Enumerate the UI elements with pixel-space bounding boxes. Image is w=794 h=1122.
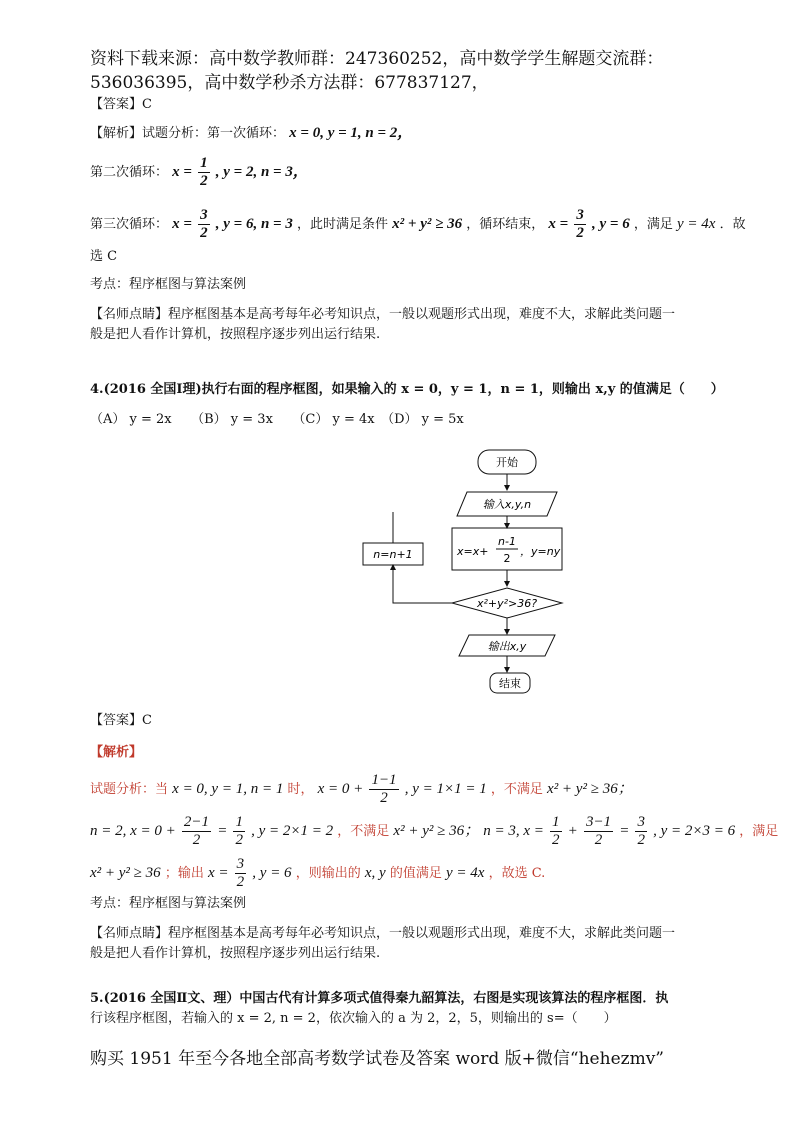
sol-math: x² + y² ≥ 36； (393, 823, 480, 839)
frac-den: 2 (576, 225, 584, 241)
frac-den: 2 (380, 790, 388, 806)
frac-den: 2 (637, 832, 645, 848)
sol-math: y = 4x (445, 865, 485, 881)
q3-loop3-cond-text: ，此时满足条件 (297, 217, 389, 232)
frac-den: 2 (594, 832, 603, 848)
q5-line-1: 5.(2016 全国Ⅱ文、理）中国古代有计算多项式值得秦九韶算法，右图是实现该算法的程序框图．执 (90, 991, 669, 1006)
q3-answer: 【答案】C (90, 97, 152, 112)
flow-increment-label: n=n+1 (373, 548, 413, 561)
q3-tip-line-1: 【名师点睛】程序框图基本是高考每年必考知识点，一般以观题形式出现，难度不大，求解此类问题一 (90, 307, 676, 322)
fraction-1-2 (198, 155, 210, 190)
q3-loop3-line (90, 207, 746, 242)
header-line-1: 资料下载来源：高中数学教师群：247360252，高中数学学生解题交流群： (90, 49, 664, 69)
sol-math: x = 0 + (317, 781, 364, 797)
q3-loop2-line (90, 155, 308, 190)
flow-output-label: 输出x,y (487, 640, 527, 653)
q3-loop3-tail: ．故 (719, 217, 746, 232)
q4-solution-line-2 (90, 814, 778, 849)
frac-den: 2 (235, 832, 243, 848)
sol-math: x, y (364, 865, 386, 881)
frac-den: 2 (236, 874, 245, 890)
sol-math: , y = 2×3 = 6 (653, 823, 736, 839)
flow-end-label: 结束 (499, 677, 521, 690)
q3-kaodian: 考点：程序框图与算法案例 (90, 277, 247, 292)
q3-loop3-rel: y = 4x (677, 216, 716, 232)
sol-text: ，则输出的 (295, 866, 361, 881)
q3-loop3-y6: , y = 6 (591, 216, 630, 232)
fraction-1m1-2 (369, 772, 398, 807)
frac-den: 2 (192, 832, 201, 848)
frac-num: 3−1 (585, 814, 612, 830)
q3-loop3-mid: , y = 6, n = 3 (215, 216, 293, 232)
frac-num: 1−1 (371, 772, 397, 788)
q3-tip-line-2: 般是把人看作计算机，按照程序逐步列出运行结果. (90, 327, 381, 342)
sol-text: ，满足 (739, 824, 779, 839)
q3-loop3-satisfy: ，满足 (633, 217, 673, 232)
q3-loop2-rest: , y = 2, n = 3， (215, 164, 308, 180)
sol-math: + (567, 823, 578, 839)
fraction-3-2-c (635, 814, 647, 849)
sol-math: x² + y² ≥ 36 (90, 865, 161, 881)
sol-math: = (217, 823, 228, 839)
sol-math: , y = 1×1 = 1 (404, 781, 487, 797)
q4-analysis-label: 【解析】 (90, 745, 143, 760)
q5-line-2: 行该程序框图，若输入的 x = 2, n = 2，依次输入的 a 为 2，2，5，则输出的 s=（ ） (90, 1011, 617, 1026)
q3-loop3-cond: x² + y² ≥ 36 (392, 216, 463, 232)
frac-num: 3 (200, 207, 208, 223)
fraction-half-b (550, 814, 562, 849)
flow-input-label: 输入x,y,n (482, 498, 532, 511)
q4-solution-line-3 (90, 856, 545, 891)
flow-assign-x: x=x+ (457, 545, 489, 558)
flow-loop-no-arrow (393, 565, 452, 603)
frac-num: 1 (200, 155, 208, 171)
q3-loop2-x: x = (172, 164, 192, 180)
fraction-3-2 (198, 207, 210, 242)
frac-num: 3 (236, 856, 245, 872)
frac-num: 3 (637, 814, 645, 830)
q4-kaodian: 考点：程序框图与算法案例 (90, 896, 247, 911)
q3-choose: 选 C (90, 249, 118, 264)
frac-den: 2 (552, 832, 560, 848)
q3-loop3-label: 第三次循环： (90, 217, 169, 232)
q4-stem: 4.(2016 全国Ⅰ理)执行右面的程序框图，如果输入的 x = 0，y = 1，n = 1，则输出 x,y 的值满足（ ） (90, 382, 724, 397)
flow-start-label: 开始 (496, 456, 518, 469)
sol-text: ，不满足 (490, 782, 543, 797)
frac-num: 1 (552, 814, 560, 830)
program-flowchart (355, 440, 585, 700)
fraction-2m1-2 (182, 814, 211, 849)
sol-text: ；输出 (164, 866, 204, 881)
sol-math: , y = 2×1 = 2 (251, 823, 334, 839)
sol-math: x = 0, y = 1, n = 1 (172, 781, 284, 797)
q3-loop3-x2: x = (548, 216, 569, 232)
sol-math: x = (207, 865, 229, 881)
flow-assign-den: 2 (503, 552, 511, 565)
header-line-2: 536036395，高中数学秒杀方法群：677837127， (90, 73, 489, 93)
fraction-3-2-b (574, 207, 586, 242)
sol-math: x² + y² ≥ 36； (547, 781, 633, 797)
sol-text: ，不满足 (337, 824, 390, 839)
flow-assign-y: ，y=ny (520, 545, 561, 558)
sol-text: 试题分析：当 (90, 782, 169, 797)
frac-den: 2 (200, 173, 208, 189)
q3-loop2-label: 第二次循环： (90, 165, 169, 180)
sol-math: n = 3, x = (483, 823, 544, 839)
q4-tip-line-1: 【名师点睛】程序框图基本是高考每年必考知识点，一般以观题形式出现，难度不大，求解此类问题一 (90, 926, 676, 941)
fraction-3m1-2 (584, 814, 613, 849)
fraction-3-2-d (235, 856, 247, 891)
flow-condition-label: x²+y²>36? (476, 597, 538, 610)
sol-text: 的值满足 (389, 866, 442, 881)
q4-answer: 【答案】C (90, 713, 152, 728)
sol-math: , y = 6 (252, 865, 292, 881)
fraction-half (233, 814, 245, 849)
q3-analysis-label: 【解析】试题分析：第一次循环： (90, 126, 286, 141)
sol-text: 时， (287, 782, 314, 797)
q3-loop3-x: x = (172, 216, 192, 232)
q4-solution-line-1 (90, 772, 633, 807)
frac-num: 2−1 (183, 814, 210, 830)
flow-assign-num: n-1 (498, 535, 516, 548)
sol-math: = (619, 823, 630, 839)
frac-num: 3 (576, 207, 584, 223)
sol-text: ，故选 C. (488, 866, 546, 881)
q4-options: （A） y = 2x （B） y = 3x （C） y = 4x （D） y = 5x (90, 412, 464, 427)
footer-ad: 购买 1951 年至今各地全部高考数学试卷及答案 word 版+微信“hehezmv” (90, 1049, 664, 1069)
q3-loop1-line (90, 124, 412, 143)
q3-loop1: x = 0, y = 1, n = 2， (289, 125, 413, 141)
sol-math: n = 2, x = 0 + (90, 823, 176, 839)
frac-num: 1 (235, 814, 243, 830)
frac-den: 2 (200, 225, 208, 241)
q4-tip-line-2: 般是把人看作计算机，按照程序逐步列出运行结果. (90, 946, 381, 961)
q3-loop3-end-text: ，循环结束， (466, 217, 545, 232)
